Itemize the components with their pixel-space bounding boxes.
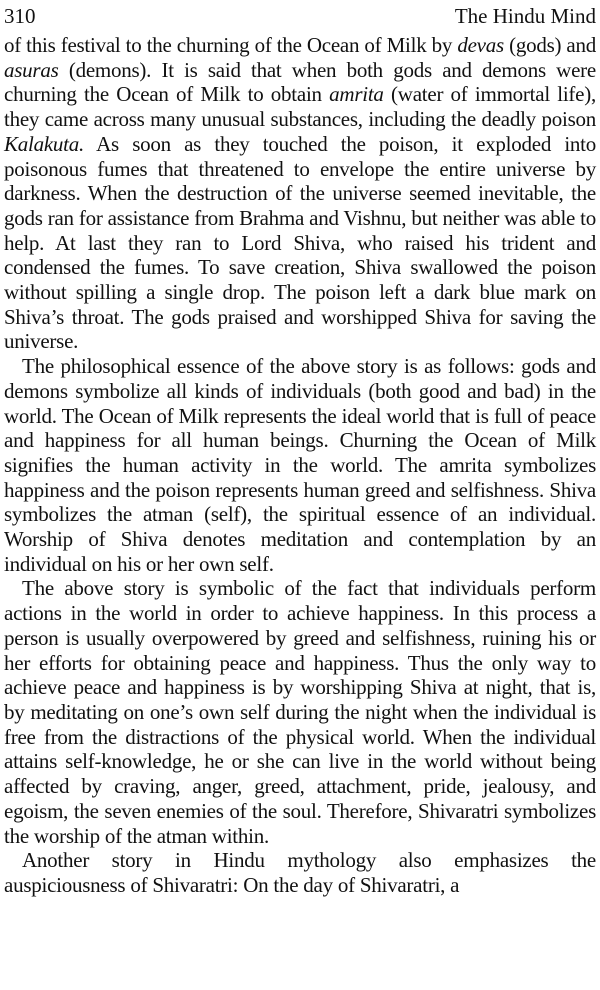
running-head bbox=[4, 1, 596, 31]
italic-term-devas: devas bbox=[457, 33, 504, 57]
italic-term-amrita: amrita bbox=[329, 82, 384, 107]
text-segment: of this festival to the churning of the Ocean of Milk by bbox=[4, 33, 458, 57]
text-segment: (gods) and bbox=[503, 33, 596, 57]
italic-term-kalakuta: Kalakuta. bbox=[4, 131, 84, 156]
body-text bbox=[4, 33, 596, 898]
text-segment: (water of immortal life), they came across many unusual substances, including the deadly poison bbox=[4, 82, 596, 132]
paragraph-symbolic-meaning bbox=[4, 576, 596, 848]
page-number: 310 bbox=[4, 4, 36, 28]
paragraph-philosophical-essence bbox=[4, 354, 596, 576]
text-segment: The above story is symbolic of the fact that individuals perform actions in the world in order to achieve happiness. In this process a person is usually overpowered by greed and selfishness, ruining his or her efforts for obtaining peace and happiness. Thus the only way to achieve peace and happiness is by worshipping Shiva at night, that is, by meditating on one’s own self during the night when the individual is free from the distractions of the physical world. When the individual attains self-knowledge, he or she can live in the world without being affected by craving, anger, greed, attachment, pride, jealousy, and egoism, the seven enemies of the soul. Therefore, Shivaratri symbolizes the worship of the atman within. bbox=[4, 576, 596, 848]
text-segment: (demons). It is said that when both gods and demons were churning the Ocean of Milk to obtain bbox=[4, 57, 596, 107]
book-title: The Hindu Mind bbox=[454, 4, 596, 28]
paragraph-another-story bbox=[4, 848, 596, 897]
text-segment: The philosophical essence of the above story is as follows: gods and demons symbolize all kinds of individuals (both good and bad) in the world. The Ocean of Milk represents the ideal world that is full of peace and happiness for all human beings. Churning the Ocean of Milk signifies the human activity in the world. The amrita symbolizes happiness and the poison represents human greed and selfishness. Shiva symbolizes the atman (self), the spiritual essence of an individual. Worship of Shiva denotes meditation and contemplation by an individual on his or her own self. bbox=[4, 354, 596, 576]
text-segment: As soon as they touched the poison, it exploded into poisonous fumes that threatened to envelope the entire universe by darkness. When the destruction of the universe seemed inevitable, the gods ran for assistance from Brahma and Vishnu, but neither was able to help. At last they ran to Lord Shiva, who raised his trident and condensed the fumes. To save creation, Shiva swallowed the poison without spilling a single drop. The poison left a dark blue mark on Shiva’s throat. The gods praised and worshipped Shiva for saving the universe. bbox=[4, 131, 596, 354]
italic-term-asuras: asuras bbox=[4, 57, 59, 82]
text-segment: Another story in Hindu mythology also emphasizes the auspiciousness of Shivaratri: On the day of Shivaratri, a bbox=[4, 848, 596, 897]
paragraph-continued-story bbox=[4, 33, 596, 354]
